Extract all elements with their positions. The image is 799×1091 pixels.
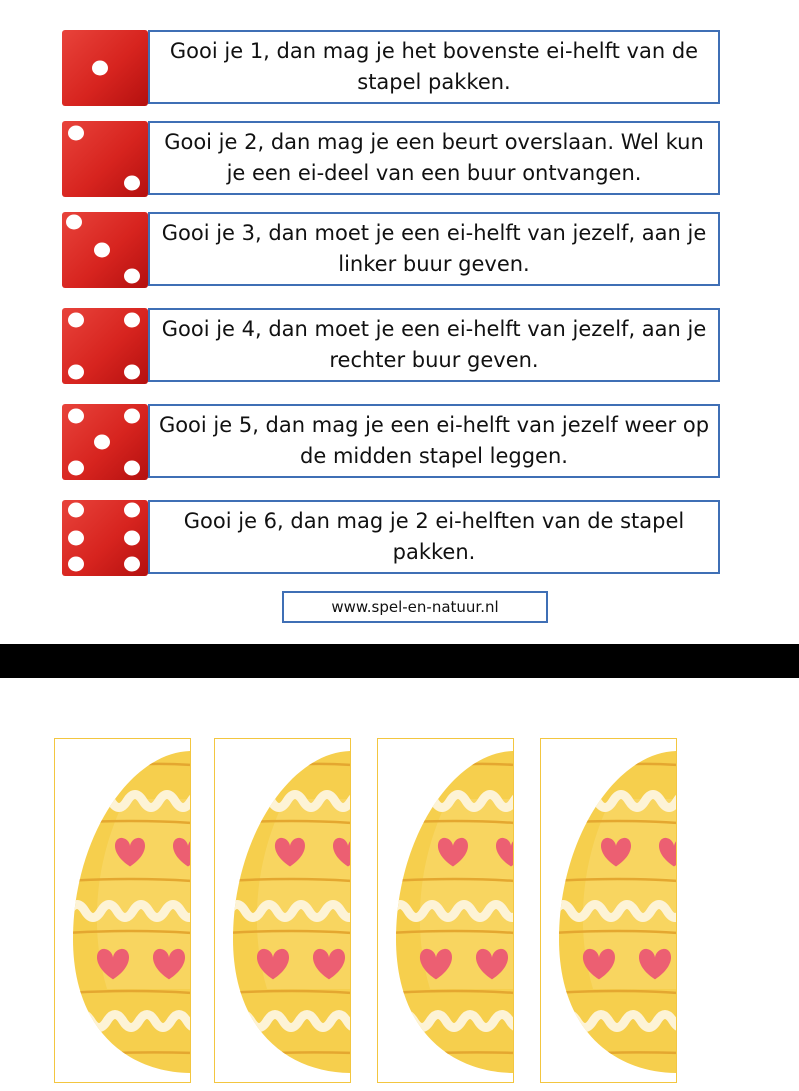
rule-text-1: Gooi je 1, dan mag je het bovenste ei-helft van de stapel pakken. [148, 30, 720, 104]
rule-text-6: Gooi je 6, dan mag je 2 ei-helften van de stapel pakken. [148, 500, 720, 574]
rule-row-2 [62, 121, 710, 199]
rule-row-3 [62, 212, 710, 290]
egg-half-card [54, 738, 191, 1083]
die-pip [68, 313, 84, 328]
rule-text-5: Gooi je 5, dan mag je een ei-helft van jezelf weer op de midden stapel leggen. [148, 404, 720, 478]
die-2-icon [62, 121, 148, 197]
die-pip [124, 557, 140, 572]
rule-row-6 [62, 500, 710, 578]
die-6-icon [62, 500, 148, 576]
egg-half-card [214, 738, 351, 1083]
rule-row-1 [62, 30, 710, 108]
egg-half-icon [541, 739, 677, 1083]
rule-text-3: Gooi je 3, dan moet je een ei-helft van jezelf, aan je linker buur geven. [148, 212, 720, 286]
die-pip [124, 503, 140, 518]
die-pip [124, 176, 140, 191]
rule-text-2: Gooi je 2, dan mag je een beurt overslaan. Wel kun je een ei-deel van een buur ontvangen. [148, 121, 720, 195]
website-label: www.spel-en-natuur.nl [282, 591, 548, 623]
die-pip [66, 215, 82, 230]
die-pip [124, 269, 140, 284]
die-pip [94, 435, 110, 450]
egg-half-icon [55, 739, 191, 1083]
die-1-icon [62, 30, 148, 106]
rule-row-5 [62, 404, 710, 482]
die-pip [92, 61, 108, 76]
die-pip [124, 461, 140, 476]
die-pip [68, 365, 84, 380]
die-5-icon [62, 404, 148, 480]
die-pip [68, 503, 84, 518]
die-4-icon [62, 308, 148, 384]
egg-half-card [377, 738, 514, 1083]
die-pip [94, 243, 110, 258]
die-pip [68, 461, 84, 476]
die-pip [124, 313, 140, 328]
egg-half-icon [378, 739, 514, 1083]
die-3-icon [62, 212, 148, 288]
egg-half-icon [215, 739, 351, 1083]
divider-bar [0, 644, 799, 678]
die-pip [124, 409, 140, 424]
die-pip [68, 557, 84, 572]
die-pip [68, 126, 84, 141]
die-pip [68, 531, 84, 546]
die-pip [124, 531, 140, 546]
die-pip [68, 409, 84, 424]
egg-half-card [540, 738, 677, 1083]
rule-row-4 [62, 308, 710, 386]
rule-text-4: Gooi je 4, dan moet je een ei-helft van jezelf, aan je rechter buur geven. [148, 308, 720, 382]
die-pip [124, 365, 140, 380]
